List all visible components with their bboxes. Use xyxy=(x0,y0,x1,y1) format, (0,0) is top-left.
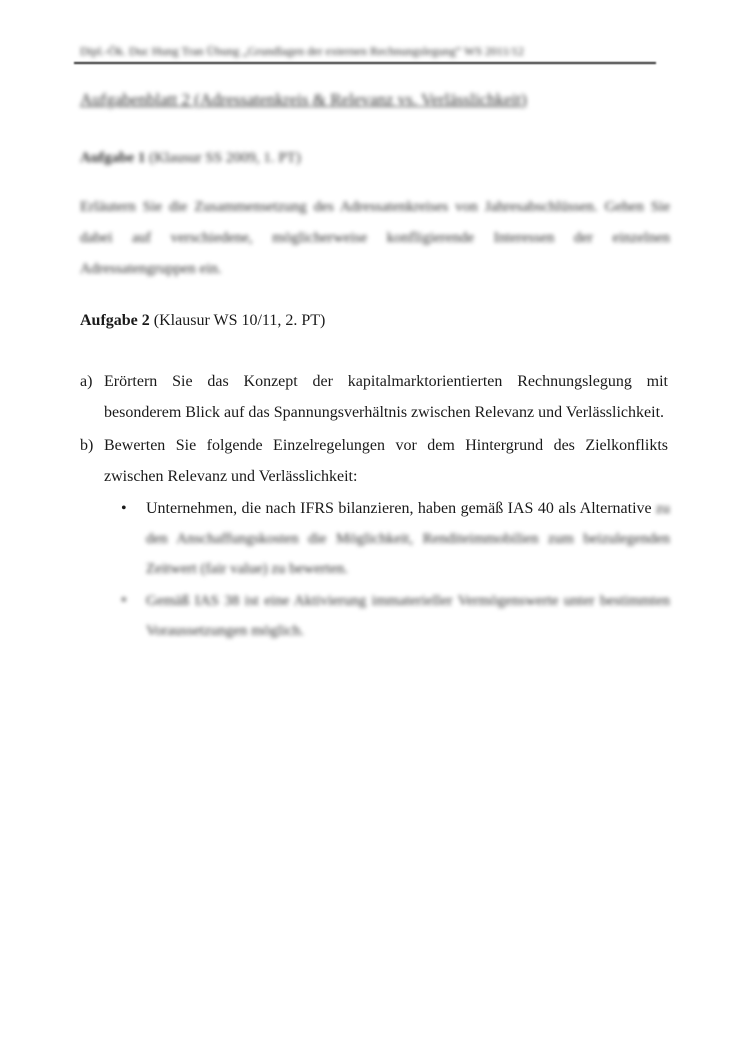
item-text: Erörtern Sie das Konzept der kapitalmarktorientierten Rechnungslegung mit besonderem Blick auf das Spannungsverhältnis zwischen Relevanz und Verlässlichkeit. xyxy=(104,373,668,421)
task2-heading xyxy=(80,312,325,330)
task2-item-b xyxy=(80,430,668,492)
bullet-item-ias40 xyxy=(110,494,670,584)
sheet-title: Aufgabenblatt 2 (Adressatenkreis & Relevanz vs. Verlässlichkeit) xyxy=(80,90,527,109)
bullet-first-line: Unternehmen, die nach IFRS bilanzieren, haben gemäß IAS 40 als Alternative xyxy=(146,500,652,517)
page-header: Dipl.-Ök. Duc Hung Tran Übung „Grundlagen der externen Rechnungslegung“ WS 2011/12 xyxy=(80,44,524,58)
task1-heading xyxy=(80,150,301,167)
task1-body: Erläutern Sie die Zusammensetzung des Adressatenkreises von Jahresabschlüssen. Gehen Sie dabei auf verschiedene, möglicherweise konfligierende Interessen der einzelnen Adressatengruppen ein. xyxy=(80,199,670,277)
bullet-text: Gemäß IAS 38 ist eine Aktivierung immaterieller Vermögenswerte unter bestimmten Voraussetzungen möglich. xyxy=(146,593,670,639)
task1-heading-rest: (Klausur SS 2009, 1. PT) xyxy=(145,150,301,166)
bullet-item-ias38 xyxy=(110,586,670,646)
item-label: a) xyxy=(80,373,93,390)
task2-item-a xyxy=(80,366,668,428)
item-text: Bewerten Sie folgende Einzelregelungen vor dem Hintergrund des Zielkonflikts zwischen Relevanz und Verlässlichkeit: xyxy=(104,437,668,485)
bullet-dot-icon: • xyxy=(121,500,127,517)
bullet-text xyxy=(146,494,670,584)
task2-heading-rest: (Klausur WS 10/11, 2. PT) xyxy=(149,312,326,329)
bullet-rest-text: zu den Anschaffungskosten die Möglichkeit, Renditeimmobilien zum beizulegenden Zeitwert (fair value) zu bewerten. xyxy=(146,501,671,577)
task1-heading-bold: Aufgabe 1 xyxy=(80,150,146,166)
item-label: b) xyxy=(80,437,94,454)
bullet-dot-icon: • xyxy=(121,592,127,609)
task2-heading-bold: Aufgabe 2 xyxy=(80,312,150,329)
header-divider xyxy=(74,62,656,64)
